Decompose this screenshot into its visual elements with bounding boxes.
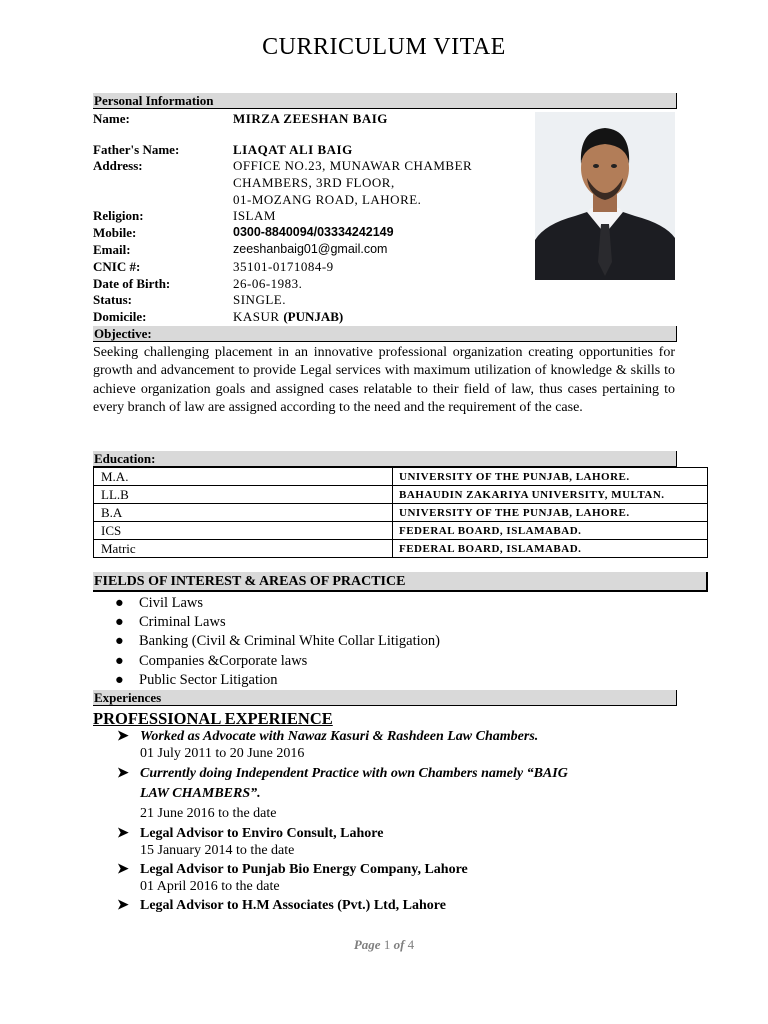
fields-heading: FIELDS OF INTEREST & AREAS OF PRACTICE — [93, 572, 708, 592]
dob-value: 26-06-1983. — [233, 276, 303, 291]
experience-title: Legal Advisor to Enviro Consult, Lahore — [140, 826, 384, 841]
degree-cell: LL.B — [94, 486, 393, 504]
degree-cell: Matric — [94, 540, 393, 558]
degree-cell: B.A — [94, 504, 393, 522]
experience-title: Worked as Advocate with Nawaz Kasuri & Rashdeen Law Chambers. — [140, 729, 539, 744]
institution-cell: BAHAUDIN ZAKARIYA UNIVERSITY, MULTAN. — [393, 486, 708, 504]
father-label: Father's Name: — [93, 142, 180, 157]
bullet-icon: ● — [115, 614, 124, 630]
list-item-text: Criminal Laws — [139, 614, 226, 630]
professional-experience-title: PROFESSIONAL EXPERIENCE — [93, 709, 333, 728]
address-line-2: CHAMBERS, 3RD FLOOR, — [233, 175, 395, 190]
name-label: Name: — [93, 111, 130, 126]
page-total: 4 — [407, 937, 415, 952]
experience-date: 21 June 2016 to the date — [140, 806, 277, 821]
list-item — [115, 672, 278, 689]
status-value: SINGLE. — [233, 292, 286, 307]
experience-date: 15 January 2014 to the date — [140, 843, 295, 858]
profile-photo-illustration — [535, 112, 675, 280]
address-label: Address: — [93, 158, 143, 173]
profile-photo — [535, 112, 675, 280]
name-value: MIRZA ZEESHAN BAIG — [233, 111, 388, 126]
education-heading: Education: — [93, 451, 677, 467]
list-item — [115, 595, 203, 612]
institution-cell: UNIVERSITY OF THE PUNJAB, LAHORE. — [393, 504, 708, 522]
experience-title: Legal Advisor to H.M Associates (Pvt.) Ltd, Lahore — [140, 898, 446, 913]
arrow-bullet-icon: ➤ — [117, 766, 129, 781]
bullet-icon: ● — [115, 653, 124, 669]
experience-entry — [117, 861, 468, 878]
table-row — [94, 522, 708, 540]
degree-cell: M.A. — [94, 468, 393, 486]
objective-heading: Objective: — [93, 326, 677, 342]
experience-heading: Experiences — [93, 690, 677, 706]
arrow-bullet-icon: ➤ — [117, 898, 129, 913]
domicile-city: KASUR — [233, 309, 280, 324]
arrow-bullet-icon: ➤ — [117, 826, 129, 841]
table-row — [94, 468, 708, 486]
arrow-bullet-icon: ➤ — [117, 862, 129, 877]
bullet-icon: ● — [115, 672, 124, 688]
page-current: 1 — [383, 937, 391, 952]
list-item — [115, 614, 226, 631]
list-item-text: Public Sector Litigation — [139, 672, 278, 688]
address-line-1: OFFICE NO.23, MUNAWAR CHAMBER — [233, 158, 473, 173]
education-table — [93, 467, 708, 558]
arrow-bullet-icon: ➤ — [117, 729, 129, 744]
domicile-label: Domicile: — [93, 309, 147, 324]
experience-title: Currently doing Independent Practice with own Chambers namely “BAIG — [140, 766, 568, 781]
address-line-3: 01-MOZANG ROAD, LAHORE. — [233, 192, 422, 207]
of-word: of — [393, 937, 405, 952]
experience-date: 01 July 2011 to 20 June 2016 — [140, 746, 305, 761]
list-item-text: Civil Laws — [139, 595, 204, 611]
domicile-value — [233, 309, 343, 325]
experience-title-continued: LAW CHAMBERS”. — [140, 786, 261, 801]
bullet-icon: ● — [115, 633, 124, 649]
page-footer — [0, 937, 768, 953]
table-row — [94, 504, 708, 522]
email-label: Email: — [93, 242, 131, 257]
cnic-label: CNIC #: — [93, 259, 141, 274]
dob-label: Date of Birth: — [93, 276, 171, 291]
institution-cell: UNIVERSITY OF THE PUNJAB, LAHORE. — [393, 468, 708, 486]
experience-entry — [117, 728, 538, 745]
religion-value: ISLAM — [233, 208, 276, 223]
degree-cell: ICS — [94, 522, 393, 540]
experience-entry — [117, 825, 383, 842]
list-item — [115, 633, 440, 650]
experience-date: 01 April 2016 to the date — [140, 879, 280, 894]
bullet-icon: ● — [115, 595, 124, 611]
experience-entry — [117, 897, 446, 914]
objective-text: Seeking challenging placement in an innovative professional organization creating opportunities for growth and advancement to provide Legal services with maximum utilization of knowledge & skills to achieve organization goals and assigned cases relatable to their field of law, thus cases pertaining to every branch of law are assigned according to the need and the requirement of the case. — [93, 345, 675, 416]
institution-cell: FEDERAL BOARD, ISLAMABAD. — [393, 522, 708, 540]
institution-cell: FEDERAL BOARD, ISLAMABAD. — [393, 540, 708, 558]
father-value: LIAQAT ALI BAIG — [233, 142, 353, 157]
list-item-text: Companies &Corporate laws — [139, 653, 308, 669]
list-item — [115, 653, 307, 670]
mobile-label: Mobile: — [93, 225, 137, 240]
cnic-value: 35101-0171084-9 — [233, 259, 334, 274]
table-row — [94, 486, 708, 504]
religion-label: Religion: — [93, 208, 144, 223]
personal-info-heading: Personal Information — [93, 93, 677, 109]
list-item-text: Banking (Civil & Criminal White Collar Litigation) — [139, 633, 440, 649]
mobile-value: 0300-8840094/03334242149 — [233, 225, 394, 239]
experience-entry — [117, 765, 568, 782]
domicile-region: (PUNJAB) — [283, 309, 344, 324]
document-title: CURRICULUM VITAE — [262, 34, 506, 60]
status-label: Status: — [93, 292, 133, 307]
table-row — [94, 540, 708, 558]
email-value: zeeshanbaig01@gmail.com — [233, 242, 388, 256]
page-word: Page — [353, 937, 381, 952]
experience-title: Legal Advisor to Punjab Bio Energy Company, Lahore — [140, 862, 468, 877]
